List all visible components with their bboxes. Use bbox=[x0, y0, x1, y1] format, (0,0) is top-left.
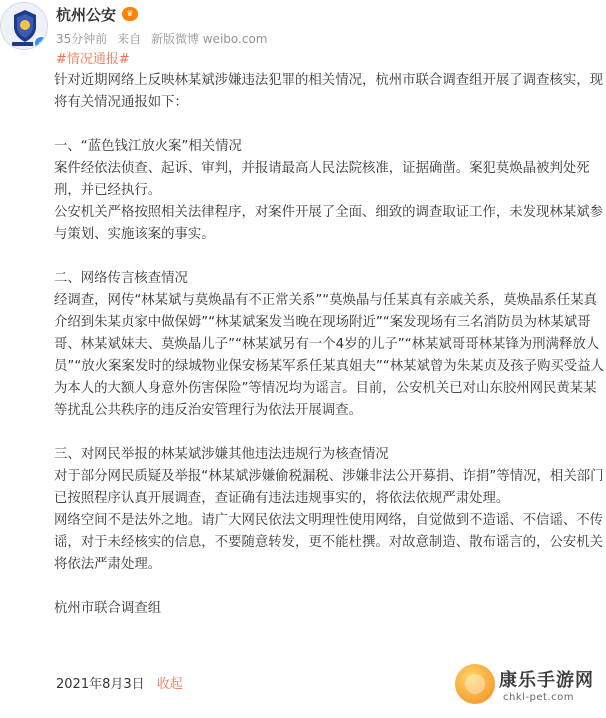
section3-paragraph-2: 网络空间不是法外之地。请广大网民依法文明理性使用网络，自觉做到不造谣、不信谣、不传谣，对于未经核实的信息，不要随意转发，更不能杜撰。对故意制造、散布谣言的，公安机关将依法严肃处理。 bbox=[54, 513, 604, 572]
section1-title: 一、“蓝色钱江放火案”相关情况 bbox=[54, 139, 242, 154]
watermark-logo-icon bbox=[455, 664, 495, 704]
name-row bbox=[56, 4, 138, 24]
post-body bbox=[54, 70, 604, 620]
section3-title: 三、对网民举报的林某斌涉嫌其他违法违规行为核查情况 bbox=[54, 447, 389, 462]
section3-paragraph-1: 对于部分网民质疑及举报“林某斌涉嫌偷税漏税、涉嫌非法公开募捐、诈捐”等情况，相关部门已按照程序认真开展调查，查证确有违法违规事实的，将依法依规严肃处理。 bbox=[54, 469, 604, 506]
post-date: 2021年8月3日 bbox=[56, 677, 145, 692]
watermark-title: 康乐手游网 bbox=[499, 670, 594, 691]
user-name[interactable]: 杭州公安 bbox=[56, 5, 117, 24]
intro-paragraph: 针对近期网络上反映林某斌涉嫌违法犯罪的相关情况，杭州市联合调查组开展了调查核实，现将有关情况通报如下： bbox=[54, 73, 604, 110]
verified-icon: ✓ bbox=[33, 35, 48, 50]
date-row bbox=[56, 674, 183, 696]
collapse-link[interactable]: 收起 bbox=[156, 677, 183, 692]
post-time[interactable]: 35分钟前 bbox=[56, 32, 108, 46]
section1-paragraph-1: 案件经依法侦查、起诉、审判，并报请最高人民法院核准，证据确凿。案犯莫焕晶被判处死刑，并已经执行。 bbox=[54, 161, 590, 198]
signature: 杭州市联合调查组 bbox=[54, 601, 162, 616]
section2-paragraph-1: 经调查，网传“林某斌与莫焕晶有不正常关系”“莫焕晶与任某真有亲戚关系，莫焕晶系任某真介绍到朱某贞家中做保姆”“林某斌案发当晚在现场附近”“案发现场有三名消防员为林某斌哥哥、林某斌妹夫、莫焕晶儿子”“林某斌另有一个4岁的儿子”“林某斌哥哥林某锋为刑满释放人员”“放火案案发时的绿城物业保安杨某军系任某真姐夫”“林某斌曾为朱某贞及孩子购买受益人为本人的大额人身意外伤害保险”等情况均为谣言。目前，公安机关已对山东胶州网民黄某某等扰乱公共秩序的违反治安管理行为依法开展调查。 bbox=[54, 293, 604, 418]
hashtag-link[interactable]: #情况通报# bbox=[56, 52, 130, 67]
spacer bbox=[54, 576, 604, 598]
site-watermark bbox=[455, 662, 605, 714]
member-crown-icon[interactable]: ♛ bbox=[122, 7, 138, 21]
spacer bbox=[54, 114, 604, 136]
source-prefix: 来自 bbox=[117, 32, 142, 46]
post-meta bbox=[56, 30, 274, 47]
spacer bbox=[54, 246, 604, 268]
watermark-url: chkl-pet.com bbox=[503, 692, 574, 703]
spacer bbox=[54, 422, 604, 444]
section2-title: 二、网络传言核查情况 bbox=[54, 271, 188, 286]
section1-paragraph-2: 公安机关严格按照相关法律程序，对案件开展了全面、细致的调查取证工作，未发现林某斌参与策划、实施该案的事实。 bbox=[54, 205, 604, 242]
post-source[interactable]: 新版微博 weibo.com bbox=[150, 32, 268, 46]
avatar[interactable] bbox=[0, 2, 48, 50]
